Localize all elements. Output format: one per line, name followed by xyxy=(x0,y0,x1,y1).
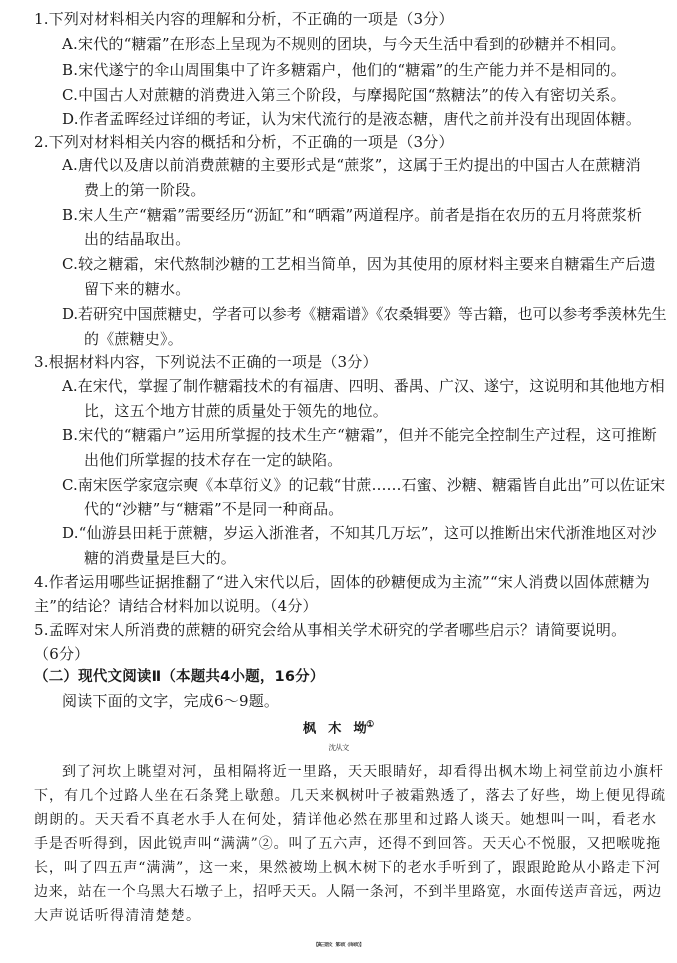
passage-line-3: 朗朗的。天天看不真老水手人在何处，猜详他必然在那里和过路人谈天。她想叫一叫，看老水 xyxy=(34,812,658,828)
question-3-option-a: A.在宋代，掌握了制作糖霜技术的有福唐、四明、番禺、广汉、遂宁，这说明和其他地方相 xyxy=(62,377,665,395)
passage-line-7: 大声说话听得清清楚楚。 xyxy=(34,908,202,924)
passage-author: 沈从文 xyxy=(328,743,349,752)
question-4-stem-cont: 主”的结论？请结合材料加以说明。（4分） xyxy=(34,597,318,615)
question-3-option-c: C.南宋医学家寇宗奭《本草衍义》的记载“甘蔗……石蜜、沙糖、糖霜皆自此出”可以佐证宋 xyxy=(62,476,666,494)
passage-line-1: 到了河坎上眺望对河，虽相隔将近一里路，天天眼睛好，却看得出枫木坳上祠堂前边小旗杆 xyxy=(62,764,664,780)
question-3-option-d: D.“仙游县田耗于蔗糖，岁运入浙淮者，不知其几万坛”，这可以推断出宋代浙淮地区对沙 xyxy=(62,524,657,542)
question-3-stem: 3.根据材料内容，下列说法不正确的一项是（3分） xyxy=(34,353,378,371)
passage-title-footnote-marker: ① xyxy=(366,720,375,730)
passage-line-6: 边来，站在一个乌黑大石墩子上，招呼天天。人隔一条河，不到半里路宽，水面传送声音远，两边 xyxy=(34,884,662,900)
passage-line-4: 手是否听得到，因此锐声叫“满满”②。叫了五六声，还得不到回答。天天心不悦服，又把喉咙拖 xyxy=(34,836,662,852)
passage-line-5: 长，叫了四五声“满满”，这一来，果然被坳上枫木树下的老水手听到了，跟跟跄跄从小路走下河 xyxy=(34,860,662,876)
question-2-option-a: A.唐代以及唐以前消费蔗糖的主要形式是“蔗浆”，这属于王灼提出的中国古人在蔗糖消 xyxy=(62,156,641,174)
question-2-stem: 2.下列对材料相关内容的概括和分析，不正确的一项是（3分） xyxy=(34,133,454,151)
question-3-option-b: B.宋代的“糖霜户”运用所掌握的技术生产“糖霜”，但并不能完全控制生产过程，这可推断 xyxy=(62,426,657,444)
question-1-option-a: A.宋代的“糖霜”在形态上呈现为不规则的团块，与今天生活中看到的砂糖并不相同。 xyxy=(62,35,626,53)
section-2-heading: （二）现代文阅读Ⅱ（本题共4小题，16分） xyxy=(34,669,325,685)
question-2-option-d-cont: 的《蔗糖史》。 xyxy=(84,330,183,348)
question-3-option-b-cont: 出他们所掌握的技术存在一定的缺陷。 xyxy=(84,451,343,469)
question-1-stem: 1.下列对材料相关内容的理解和分析，不正确的一项是（3分） xyxy=(34,10,454,28)
page-footer: 【高三语文 第3页（共8页）】 xyxy=(313,943,364,948)
passage-title-text: 枫 木 坳 xyxy=(302,721,367,737)
question-2-option-c: C.较之糖霜，宋代熬制沙糖的工艺相当简单，因为其使用的原材料主要来自糖霜生产后遗 xyxy=(62,255,656,273)
question-1-option-c: C.中国古人对蔗糖的消费进入第三个阶段，与摩揭陀国“熬糖法”的传入有密切关系。 xyxy=(62,86,626,104)
passage-line-2: 下，有几个过路人坐在石条凳上歇憩。几天来枫树叶子被霜熟透了，落去了好些，坳上便见得疏 xyxy=(34,788,667,804)
passage-title xyxy=(0,716,677,738)
question-3-option-d-cont: 糖的消费量是巨大的。 xyxy=(84,549,237,567)
question-2-option-a-cont: 费上的第一阶段。 xyxy=(84,181,206,199)
question-2-option-b-cont: 出的结晶取出。 xyxy=(84,230,191,248)
section-2-instruction: 阅读下面的文字，完成6～9题。 xyxy=(62,692,280,710)
question-5-stem: 5.孟晖对宋人所消费的蔗糖的研究会给从事相关学术研究的学者哪些启示？请简要说明。 xyxy=(34,621,627,639)
question-2-option-d: D.若研究中国蔗糖史，学者可以参考《糖霜谱》《农桑辑要》等古籍，也可以参考季羡林先生 xyxy=(62,305,667,323)
question-2-option-b: B.宋人生产“糖霜”需要经历“沥缸”和“晒霜”两道程序。前者是指在农历的五月将蔗浆析 xyxy=(62,206,643,224)
question-3-option-a-cont: 比，这五个地方甘蔗的质量处于领先的地位。 xyxy=(84,402,389,420)
question-5-stem-cont: （6分） xyxy=(34,645,90,663)
question-1-option-b: B.宋代遂宁的伞山周围集中了许多糖霜户，他们的“糖霜”的生产能力并不是相同的。 xyxy=(62,61,626,79)
question-4-stem: 4.作者运用哪些证据推翻了“进入宋代以后，固体的砂糖便成为主流”“宋人消费以固体蔗糖为 xyxy=(34,573,650,591)
question-2-option-c-cont: 留下来的糖水。 xyxy=(84,280,191,298)
question-1-option-d: D.作者孟晖经过详细的考证，认为宋代流行的是液态糖，唐代之前并没有出现固体糖。 xyxy=(62,110,642,128)
question-3-option-c-cont: 代的“沙糖”与“糖霜”不是同一种商品。 xyxy=(84,500,344,518)
